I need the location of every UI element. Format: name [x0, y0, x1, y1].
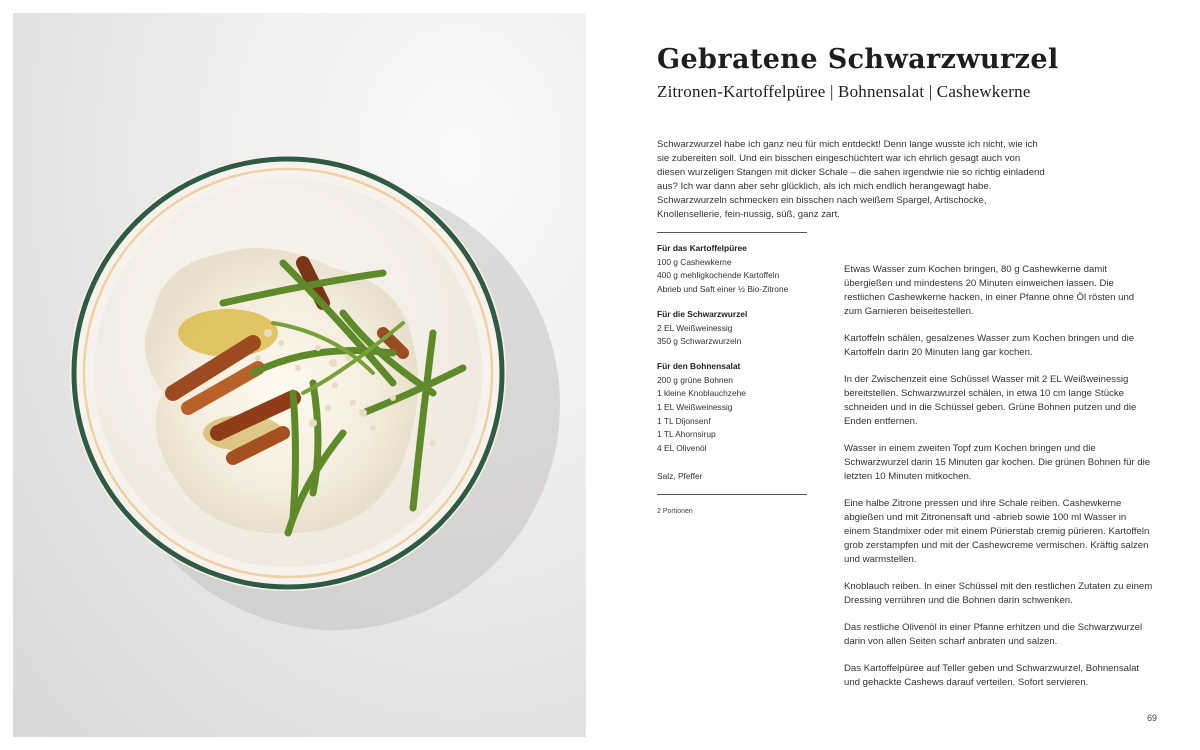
ingredient-list [657, 232, 807, 495]
ingredient-item: 1 EL Weißweinessig [657, 402, 733, 413]
ingredient-item: 2 EL Weißweinessig [657, 322, 733, 333]
recipe-intro: Schwarzwurzel habe ich ganz neu für mich entdeckt! Denn lange wusste ich nicht, wie ich sie zubereiten soll. Und ein bisschen eingeschüchtert war ich ehrlich gesagt auch von diesen wurzeligen Stangen mit dicker Schale – die sahen irgendwie nie so richtig einladend aus? Ich war dann aber sehr glücklich, als ich mich endlich herangewagt habe. Schwarzwurzeln schmecken ein bisschen nach weißem Spargel, Artischocke, Knollensellerie, fein-nussig, süß, ganz zart. [657, 139, 1045, 221]
ingredient-item: 1 kleine Knoblauchzehe [657, 388, 746, 399]
recipe-subtitle: Zitronen-Kartoffelpüree | Bohnensalat | Cashewkerne [657, 82, 1031, 101]
step-paragraph: In der Zwischenzeit eine Schüssel Wasser mit 2 EL Weißweinessig bereitstellen. Schwarzwurzel schälen, in etwa 10 cm lange Stücke schneiden und in die Schüssel geben. Grüne Bohnen putzen und die Enden entfernen. [844, 374, 1137, 427]
ingredient-item: 350 g Schwarzwurzeln [657, 336, 742, 347]
servings: 2 Portionen [657, 508, 693, 515]
step-paragraph: Wasser in einem zweiten Topf zum Kochen bringen und die Schwarzwurzel darin 15 Minuten gar kochen. Die grünen Bohnen für die letzten 10 Minuten mitkochen. [844, 443, 1151, 482]
step-paragraph: Eine halbe Zitrone pressen und ihre Schale reiben. Cashewkerne abgießen und mit Zitronensaft und -abrieb sowie 100 ml Wasser in einem Standmixer oder mit einem Pürierstab cremig pürieren. Kartoffeln grob zerstampfen und mit der Cashewcreme vermischen. Kräftig salzen und warmstellen. [844, 498, 1150, 565]
ingredient-group-heading: Für den Bohnensalat [657, 360, 741, 371]
ingredient-item: 1 TL Dijonsenf [657, 415, 711, 426]
step-paragraph: Knoblauch reiben. In einer Schüssel mit den restlichen Zutaten zu einem Dressing verrühren und die Bohnen darin schwenken. [844, 581, 1153, 606]
step-paragraph: Das restliche Olivenöl in einer Pfanne erhitzen und die Schwarzwurzel darin von allen Seiten scharf anbraten und salzen. [844, 622, 1143, 647]
ingredient-group-heading: Für die Schwarzwurzel [657, 308, 748, 319]
ingredient-group-bohnensalat [657, 360, 807, 456]
recipe-title: Gebratene Schwarzwurzel [657, 44, 1059, 75]
ingredient-item: 400 g mehligkochende Kartoffeln [657, 270, 780, 281]
ingredient-item: Abrieb und Saft einer ½ Bio-Zitrone [657, 284, 789, 295]
ingredient-item: 100 g Cashewkerne [657, 256, 732, 267]
dish-photo [13, 13, 586, 737]
ingredient-item: 200 g grüne Bohnen [657, 374, 733, 385]
step-paragraph: Etwas Wasser zum Kochen bringen, 80 g Cashewkerne damit übergießen und mindestens 20 Minuten einweichen lassen. Die restlichen Cashewkerne hacken, in einer Pfanne ohne Öl rösten und zum Garnieren beiseitestellen. [844, 264, 1135, 317]
ingredient-group-kartoffelpueree [657, 242, 807, 297]
plate-illustration [13, 13, 586, 737]
ingredient-item: 1 TL Ahornsirup [657, 429, 716, 440]
ingredient-group-heading: Für das Kartoffelpüree [657, 243, 747, 253]
preparation-steps [844, 263, 1154, 703]
step-paragraph: Kartoffeln schälen, gesalzenes Wasser zum Kochen bringen und die Kartoffeln darin 20 Minuten lang gar kochen. [844, 333, 1135, 358]
seasoning: Salz, Pfeffer [657, 470, 703, 481]
ingredient-item: 4 EL Olivenöl [657, 443, 707, 454]
ingredient-group-schwarzwurzel [657, 308, 807, 349]
page-number: 69 [1147, 713, 1158, 723]
step-paragraph: Das Kartoffelpüree auf Teller geben und Schwarzwurzel, Bohnensalat und gehackte Cashews darauf verteilen. Sofort servieren. [844, 663, 1140, 688]
